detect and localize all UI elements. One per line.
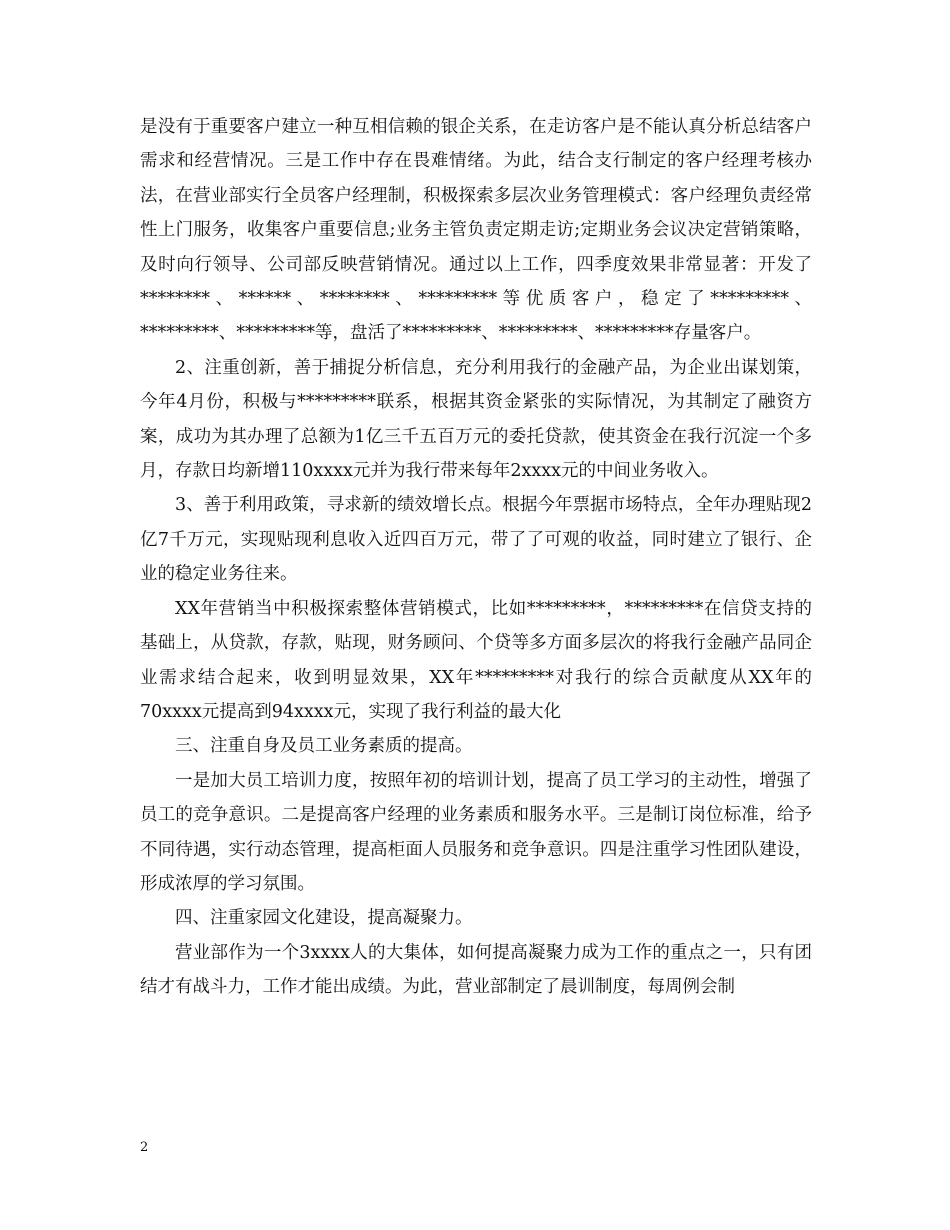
paragraph-5: 一是加大员工培训力度，按照年初的培训计划，提高了员工学习的主动性，增强了员工的竞争意识。二是提高客户经理的业务素质和服务水平。三是制订岗位标准，给予不同待遇，实行动态管理，提高柜面人员服务和竞争意识。四是注重学习性团队建设，形成浓厚的学习氛围。 (140, 770, 812, 894)
document-body (140, 110, 812, 1005)
section-heading-3: 三、注重自身及员工业务素质的提高。 (175, 736, 473, 757)
paragraph-2: 2、注重创新，善于捕捉分析信息，充分利用我行的金融产品，为企业出谋划策，今年4月份，积极与*********联系，根据其资金紧张的实际情况，为其制定了融资方案，成功为其办理了总额为1亿三千五百万元的委托贷款，使其资金在我行沉淀一个多月，存款日均新增110xxxx元并为我行带来每年2xxxx元的中间业务收入。 (140, 357, 812, 482)
section-heading-4: 四、注重家园文化建设，提高凝聚力。 (175, 908, 473, 929)
paragraph-6: 营业部作为一个3xxxx人的大集体，如何提高凝聚力成为工作的重点之一，只有团结才有战斗力，工作才能出成绩。为此，营业部制定了晨训制度，每周例会制 (140, 942, 812, 998)
paragraph-1: 是没有于重要客户建立一种互相信赖的银企关系，在走访客户是不能认真分析总结客户需求和经营情况。三是工作中存在畏难情绪。为此，结合支行制定的客户经理考核办法，在营业部实行全员客户经理制，积极探索多层次业务管理模式：客户经理负责经常性上门服务，收集客户重要信息;业务主管负责定期走访;定期业务会议决定营销策略，及时向行领导、公司部反映营销情况。通过以上工作，四季度效果非常显著：开发了********、******、********、*********等优质客户，稳定了*********、*********、*********等，盘活了*********、*********、*********存量客户。 (140, 117, 812, 344)
paragraph-3: 3、善于利用政策，寻求新的绩效增长点。根据今年票据市场特点，全年办理贴现2亿7千万元，实现贴现利息收入近四百万元，带了了可观的收益，同时建立了银行、企业的稳定业务往来。 (140, 495, 812, 585)
paragraph-4: XX年营销当中积极探索整体营销模式，比如*********，*********在信贷支持的基础上，从贷款，存款，贴现，财务顾问、个贷等多方面多层次的将我行金融产品同企业需求结合起来，收到明显效果，XX年*********对我行的综合贡献度从XX年的70xxxx元提高到94xxxx元，实现了我行利益的最大化 (140, 598, 812, 722)
page-number: 2 (140, 1140, 149, 1155)
